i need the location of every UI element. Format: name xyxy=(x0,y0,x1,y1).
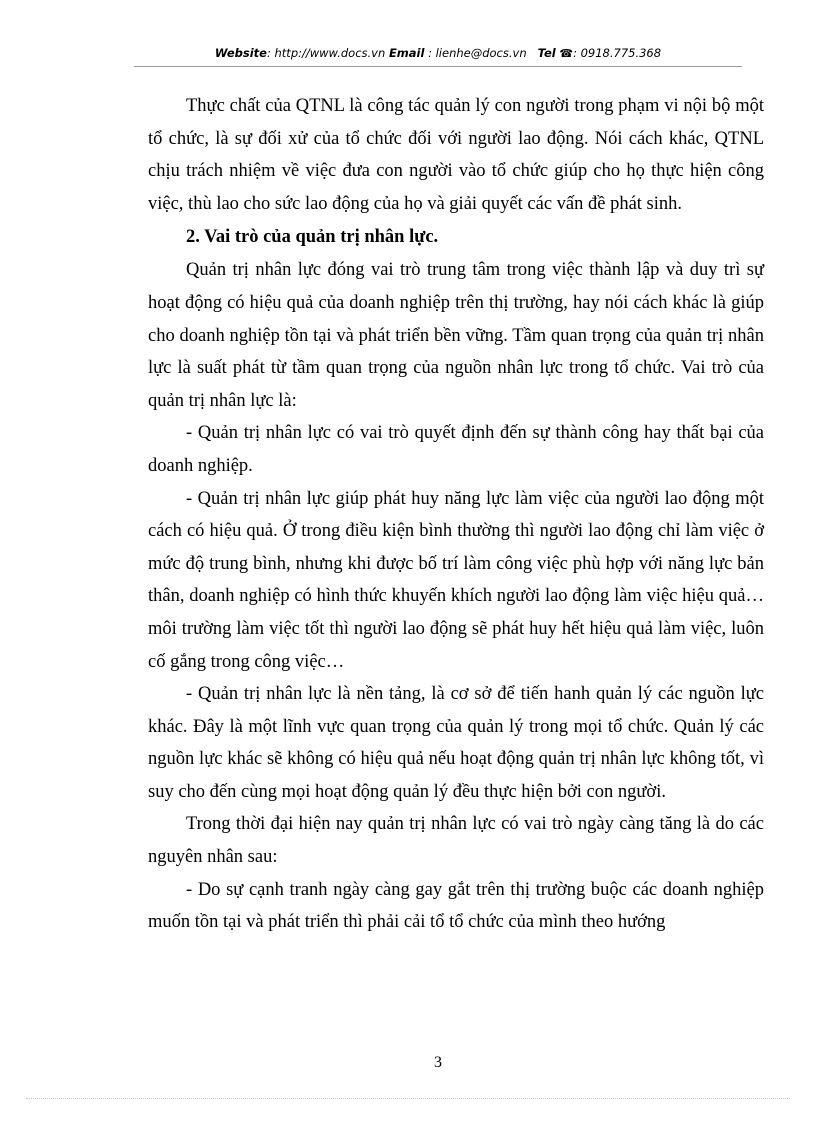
section-heading: 2. Vai trò của quản trị nhân lực. xyxy=(186,227,439,248)
tel-label: Tel xyxy=(537,46,556,60)
paragraph-2: Quản trị nhân lực đóng vai trò trung tâm trong việc thành lập và duy trì sự hoạt động có hiệu quả của doanh nghiệp trên thị trường, hay nói cách khác là giúp cho doanh nghiệp tồn tại và phát triển bền vững. Tầm quan trọng của quản trị nhân lực là suất phát từ tầm quan trọng của nguồn nhân lực trong tổ chức. Vai trò của quản trị nhân lực là: xyxy=(148,260,764,411)
paragraph-6: Trong thời đại hiện nay quản trị nhân lực có vai trò ngày càng tăng là do các nguyên nhân sau: xyxy=(148,814,764,868)
tel-number: : 0918.775.368 xyxy=(573,46,662,60)
telephone-icon: ☎ xyxy=(559,47,574,60)
document-body xyxy=(148,90,764,939)
paragraph-3: - Quản trị nhân lực có vai trò quyết định đến sự thành công hay thất bại của doanh nghiệp. xyxy=(148,423,764,476)
website-url[interactable]: : http://www.docs.vn xyxy=(266,46,386,60)
page-header xyxy=(134,46,742,60)
email-address[interactable]: : lienhe@docs.vn xyxy=(424,46,527,60)
email-label: Email xyxy=(388,46,425,60)
header-divider xyxy=(134,66,742,67)
footer-divider xyxy=(26,1098,790,1099)
paragraph-4: - Quản trị nhân lực giúp phát huy năng lực làm việc của người lao động một cách có hiệu quả. Ở trong điều kiện bình thường thì người lao động chỉ làm việc ở mức độ trung bình, nhưng khi được bố trí làm công việc phù hợp với năng lực bản thân, doanh nghiệp có hình thức khuyến khích người lao động làm việc hiệu quả…môi trường làm việc tốt thì người lao động sẽ phát huy hết hiệu quả làm việc, luôn cố gắng trong công việc… xyxy=(148,488,764,672)
page-number: 3 xyxy=(434,1054,442,1071)
paragraph-1: Thực chất của QTNL là công tác quản lý con người trong phạm vi nội bộ một tổ chức, là sự đối xử của tổ chức đối với người lao động. Nói cách khác, QTNL chịu trách nhiệm về việc đưa con người vào tổ chức giúp cho họ thực hiện công việc, thù lao cho sức lao động của họ và giải quyết các vấn đề phát sinh. xyxy=(148,96,764,214)
paragraph-7: - Do sự cạnh tranh ngày càng gay gắt trên thị trường buộc các doanh nghiệp muốn tồn tại và phát triển thì phải cải tổ tổ chức của mình theo hướng xyxy=(148,879,764,933)
paragraph-5: - Quản trị nhân lực là nền tảng, là cơ sở để tiến hanh quản lý các nguồn lực khác. Đây là một lĩnh vực quan trọng của quản lý trong mọi tổ chức. Quản lý các nguồn lực khác sẽ không có hiệu quả nếu hoạt động quản trị nhân lực không tốt, vì suy cho đến cùng mọi hoạt động quản lý đều thực hiện bởi con người. xyxy=(148,684,764,802)
website-label: Website xyxy=(214,46,267,60)
